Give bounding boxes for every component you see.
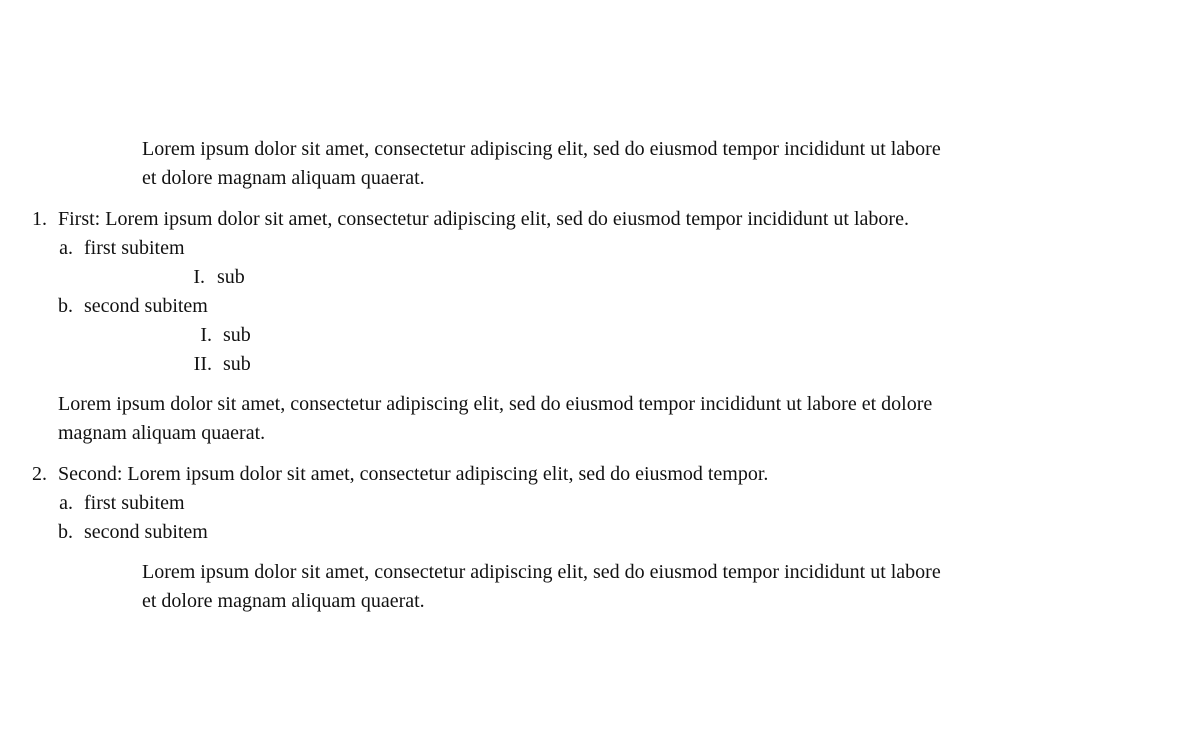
subsubitem-text: sub	[217, 266, 245, 288]
subitem-marker: a.	[59, 237, 73, 259]
subsubitem-marker: II.	[193, 353, 212, 375]
closing-paragraph-line: Lorem ipsum dolor sit amet, consectetur adipiscing elit, sed do eiusmod tempor incididunt ut labore	[142, 561, 941, 583]
list-item-paragraph-line: magnam aliquam quaerat.	[58, 422, 266, 444]
subitem-text: first subitem	[84, 237, 185, 259]
list-item-text: First: Lorem ipsum dolor sit amet, consectetur adipiscing elit, sed do eiusmod tempor incididunt ut labore.	[58, 208, 909, 230]
subsubitem-marker: I.	[200, 324, 212, 346]
intro-paragraph-line: Lorem ipsum dolor sit amet, consectetur adipiscing elit, sed do eiusmod tempor incididunt ut labore	[142, 138, 941, 160]
subsubitem-text: sub	[223, 353, 251, 375]
subitem-text: second subitem	[84, 295, 208, 317]
subitem-text: second subitem	[84, 521, 208, 543]
list-item-text: Second: Lorem ipsum dolor sit amet, consectetur adipiscing elit, sed do eiusmod tempor.	[58, 463, 769, 485]
subitem-marker: b.	[58, 521, 73, 543]
subitem-text: first subitem	[84, 492, 185, 514]
subsubitem-text: sub	[223, 324, 251, 346]
list-item-marker: 1.	[32, 208, 47, 230]
closing-paragraph-line: et dolore magnam aliquam quaerat.	[142, 590, 425, 612]
subitem-marker: b.	[58, 295, 73, 317]
subitem-marker: a.	[59, 492, 73, 514]
subsubitem-marker: I.	[193, 266, 205, 288]
intro-paragraph-line: et dolore magnam aliquam quaerat.	[142, 167, 425, 189]
list-item-paragraph-line: Lorem ipsum dolor sit amet, consectetur adipiscing elit, sed do eiusmod tempor incididunt ut labore et dolore	[58, 393, 933, 415]
list-item-marker: 2.	[32, 463, 47, 485]
